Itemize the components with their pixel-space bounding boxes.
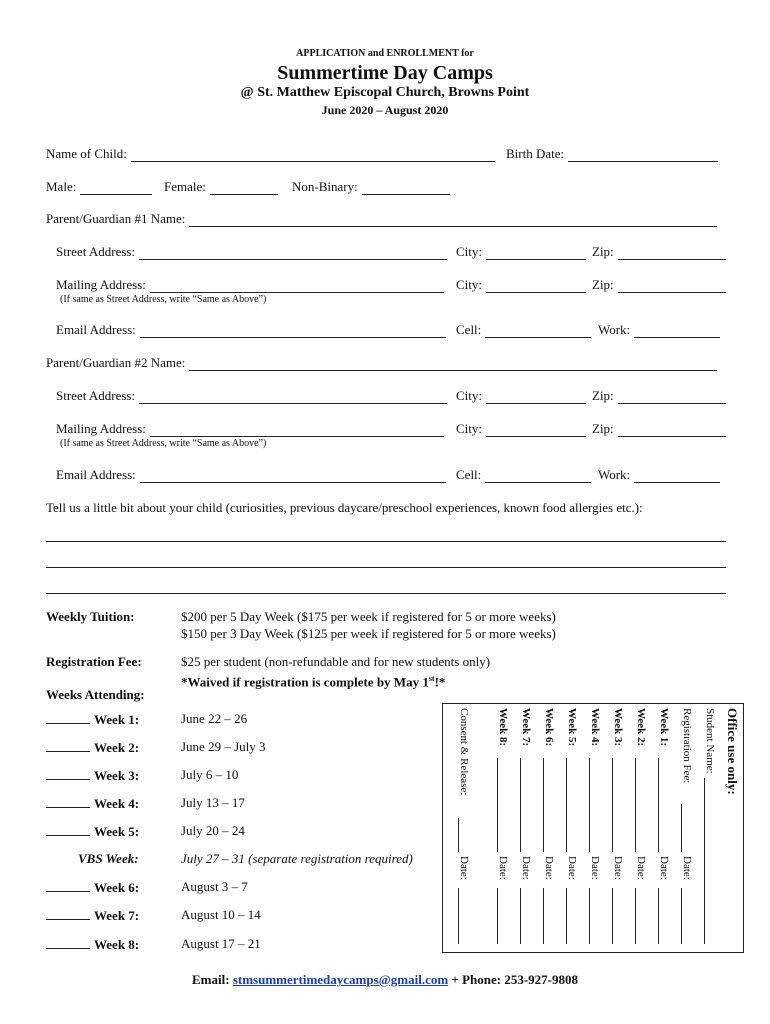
office-week-label: Week 2: (635, 708, 647, 747)
office-week-col[interactable] (563, 708, 581, 948)
office-week-col[interactable] (655, 708, 673, 948)
male-label: Male: (46, 179, 77, 194)
parent1-work-field[interactable] (598, 322, 720, 338)
parent2-mailing-field[interactable] (56, 421, 444, 437)
office-consent-date-line[interactable] (458, 888, 459, 944)
office-week-date-label: Date: (566, 856, 578, 880)
office-week-label: Week 5: (566, 708, 578, 747)
week-row[interactable] (46, 767, 139, 784)
week-name: Week 4: (94, 796, 140, 811)
male-field[interactable] (46, 179, 152, 195)
week-checkbox-line[interactable] (46, 823, 90, 836)
week-name: Week 8: (94, 937, 140, 952)
office-week-line[interactable] (612, 758, 613, 852)
week-row[interactable] (46, 739, 139, 756)
week-row[interactable] (46, 907, 139, 924)
week-dates: August 17 – 21 (181, 936, 261, 951)
office-week-line[interactable] (589, 758, 590, 852)
office-week-date-line[interactable] (497, 888, 498, 944)
parent2-cell-field[interactable] (456, 467, 591, 483)
registration-fee-label: Registration Fee: (46, 654, 142, 669)
week-checkbox-line[interactable] (46, 795, 90, 808)
week-checkbox-line[interactable] (46, 739, 90, 752)
office-week-line[interactable] (497, 758, 498, 852)
parent1-mailing-label: Mailing Address: (56, 277, 146, 292)
office-week-label: Week 6: (543, 708, 555, 747)
office-week-col[interactable] (586, 708, 604, 948)
parent2-email-label: Email Address: (56, 467, 136, 482)
week-row[interactable] (46, 936, 139, 953)
female-field[interactable] (164, 179, 278, 195)
week-name: Week 7: (94, 908, 140, 923)
tuition-line-1: $200 per 5 Day Week ($175 per week if registered for 5 or more weeks) (181, 609, 556, 624)
office-regfee-date-label: Date: (681, 856, 693, 880)
footer-email-label: Email: (192, 972, 230, 987)
week-dates: July 20 – 24 (181, 823, 245, 838)
office-week-date-label: Date: (520, 856, 532, 880)
form-pretitle: APPLICATION and ENROLLMENT for (296, 48, 474, 59)
about-line-3[interactable] (46, 593, 726, 594)
waiver-text: *Waived if registration is complete by May 1 (181, 674, 429, 690)
office-week-col[interactable] (517, 708, 535, 948)
week-checkbox-line[interactable] (46, 936, 90, 949)
footer-contact (0, 972, 770, 988)
parent1-city-label: City: (456, 244, 483, 259)
office-regfee-col[interactable] (678, 708, 696, 948)
office-week-date-label: Date: (589, 856, 601, 880)
office-week-col[interactable] (632, 708, 650, 948)
parent1-cell-label: Cell: (456, 322, 482, 337)
birth-date-label: Birth Date: (506, 146, 565, 161)
office-week-date-label: Date: (658, 856, 670, 880)
female-label: Female: (164, 179, 206, 194)
about-line-2[interactable] (46, 567, 726, 568)
office-student-line[interactable] (704, 778, 705, 944)
footer-phone: + Phone: 253-927-9808 (451, 972, 578, 987)
office-week-date-line[interactable] (520, 888, 521, 944)
parent1-street-label: Street Address: (56, 244, 136, 259)
parent1-street-field[interactable] (56, 244, 447, 260)
parent2-zip-label: Zip: (592, 388, 614, 403)
parent1-city-field[interactable] (456, 244, 586, 260)
registration-fee-line-1: $25 per student (non-refundable and for new students only) (181, 654, 491, 669)
parent2-city2-field[interactable] (456, 421, 586, 437)
parent1-zip-label: Zip: (592, 244, 614, 259)
office-week-date-line[interactable] (566, 888, 567, 944)
office-week-label: Week 4: (589, 708, 601, 747)
parent2-mailing-note: (If same as Street Address, write “Same as Above”) (60, 438, 267, 449)
office-week-label: Week 8: (497, 708, 509, 747)
week-row[interactable] (46, 711, 139, 728)
week-name: Week 2: (94, 740, 140, 755)
nonbinary-field[interactable] (292, 179, 450, 195)
nonbinary-label: Non-Binary: (292, 179, 358, 194)
office-week-label: Week 1: (658, 708, 670, 747)
office-consent-line[interactable] (458, 818, 459, 852)
parent2-mailing-label: Mailing Address: (56, 421, 146, 436)
parent2-work-label: Work: (598, 467, 631, 482)
parent1-city2-field[interactable] (456, 277, 586, 293)
week-checkbox-line[interactable] (46, 767, 90, 780)
waiver-end: !* (434, 674, 446, 690)
parent2-email-field[interactable] (56, 467, 446, 483)
parent2-zip2-label: Zip: (592, 421, 614, 436)
office-week-date-line[interactable] (635, 888, 636, 944)
office-student-col[interactable] (701, 708, 719, 948)
week-name: Week 3: (94, 768, 140, 783)
birth-date-field[interactable] (506, 146, 718, 162)
parent2-street-field[interactable] (56, 388, 447, 404)
week-dates: August 3 – 7 (181, 879, 248, 894)
form-title: Summertime Day Camps (277, 62, 493, 84)
week-dates: July 13 – 17 (181, 795, 245, 810)
tuition-line-2: $150 per 3 Day Week ($125 per week if registered for 5 or more weeks) (181, 626, 556, 641)
office-use-box (442, 703, 744, 953)
parent1-zip2-field[interactable] (592, 277, 726, 293)
office-week-line[interactable] (635, 758, 636, 852)
parent2-name-label: Parent/Guardian #2 Name: (46, 355, 186, 370)
office-week-date-label: Date: (635, 856, 647, 880)
parent1-mailing-field[interactable] (56, 277, 444, 293)
parent1-cell-field[interactable] (456, 322, 591, 338)
office-regfee-label: Registration Fee: (681, 708, 693, 784)
office-week-date-line[interactable] (612, 888, 613, 944)
parent2-name-field[interactable] (46, 355, 717, 371)
week-row[interactable] (46, 823, 139, 840)
office-title-col (723, 708, 741, 948)
office-week-label: Week 3: (612, 708, 624, 747)
parent2-zip-field[interactable] (592, 388, 726, 404)
office-week-date-label: Date: (497, 856, 509, 880)
child-name-label: Name of Child: (46, 146, 127, 161)
vbs-week-name: VBS Week: (78, 851, 139, 866)
parent1-work-label: Work: (598, 322, 631, 337)
week-name: Week 1: (94, 712, 140, 727)
office-week-date-line[interactable] (658, 888, 659, 944)
office-week-line[interactable] (543, 758, 544, 852)
week-row[interactable] (46, 879, 139, 896)
office-week-col[interactable] (494, 708, 512, 948)
office-consent-label: Consent & Release: (458, 708, 470, 796)
parent1-city2-label: City: (456, 277, 483, 292)
week-dates: June 22 – 26 (181, 711, 248, 726)
week-dates: July 6 – 10 (181, 767, 239, 782)
week-row[interactable] (46, 795, 139, 812)
parent1-zip-field[interactable] (592, 244, 726, 260)
footer-email-link[interactable]: stmsummertimedaycamps@gmail.com (232, 972, 449, 987)
office-week-line[interactable] (520, 758, 521, 852)
office-week-col[interactable] (609, 708, 627, 948)
office-week-col[interactable] (540, 708, 558, 948)
week-name: Week 5: (94, 824, 140, 839)
week-checkbox-line[interactable] (46, 907, 90, 920)
week-name: Week 6: (94, 880, 140, 895)
parent2-city-field[interactable] (456, 388, 586, 404)
week-checkbox-line[interactable] (46, 879, 90, 892)
office-use-title: Office use only: (725, 708, 740, 795)
camp-dates: June 2020 – August 2020 (321, 103, 449, 117)
registration-fee-waiver (181, 671, 445, 690)
office-student-label: Student Name: (704, 708, 716, 774)
parent2-city-label: City: (456, 388, 483, 403)
office-regfee-date-line[interactable] (681, 888, 682, 944)
about-child-prompt: Tell us a little bit about your child (curiosities, previous daycare/preschool experiences, known food allergies etc.): (46, 500, 643, 515)
parent2-work-field[interactable] (598, 467, 720, 483)
weeks-attending-label: Weeks Attending: (46, 687, 145, 702)
office-week-date-label: Date: (543, 856, 555, 880)
parent2-street-label: Street Address: (56, 388, 136, 403)
office-week-line[interactable] (658, 758, 659, 852)
parent1-name-label: Parent/Guardian #1 Name: (46, 211, 186, 226)
week-checkbox-line[interactable] (46, 711, 90, 724)
office-week-line[interactable] (566, 758, 567, 852)
week-dates: June 29 – July 3 (181, 739, 266, 754)
waiver-ordinal: st (428, 674, 435, 683)
parent2-cell-label: Cell: (456, 467, 482, 482)
parent2-city2-label: City: (456, 421, 483, 436)
child-name-field[interactable] (46, 146, 495, 162)
parent1-email-field[interactable] (56, 322, 446, 338)
parent1-email-label: Email Address: (56, 322, 136, 337)
parent1-zip2-label: Zip: (592, 277, 614, 292)
office-week-date-line[interactable] (589, 888, 590, 944)
parent1-name-field[interactable] (46, 211, 717, 227)
about-line-1[interactable] (46, 541, 726, 542)
week-dates: August 10 – 14 (181, 907, 261, 922)
office-week-date-label: Date: (612, 856, 624, 880)
office-consent-col[interactable] (455, 708, 473, 948)
vbs-week-dates: July 27 – 31 (separate registration required) (181, 851, 413, 866)
parent2-zip2-field[interactable] (592, 421, 726, 437)
office-consent-date-label: Date: (458, 856, 470, 880)
office-week-label: Week 7: (520, 708, 532, 747)
office-regfee-line[interactable] (681, 804, 682, 852)
tuition-label: Weekly Tuition: (46, 609, 135, 624)
parent1-mailing-note: (If same as Street Address, write “Same as Above”) (60, 294, 267, 305)
camp-location: @ St. Matthew Episcopal Church, Browns Point (240, 85, 530, 100)
office-week-date-line[interactable] (543, 888, 544, 944)
